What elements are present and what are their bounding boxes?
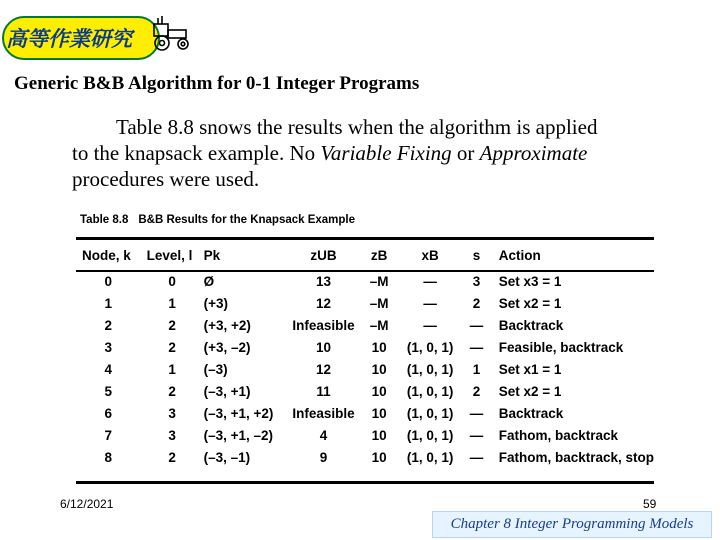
cell-zub: Infeasible xyxy=(292,317,355,333)
cell-level: 1 xyxy=(168,361,176,377)
cell-node: 5 xyxy=(104,383,113,399)
cell-s: — xyxy=(469,317,484,333)
footer-page-number: 59 xyxy=(643,497,657,511)
cell-action: Fathom, backtrack xyxy=(498,427,618,443)
cell-s: — xyxy=(469,449,484,465)
cell-node: 4 xyxy=(104,361,113,377)
cell-xb: (1, 0, 1) xyxy=(406,339,454,355)
cell-pk: (–3) xyxy=(203,361,228,377)
body-em-variable-fixing: Variable Fixing xyxy=(320,141,452,165)
cell-pk: (–3, +1) xyxy=(203,383,251,399)
logo xyxy=(0,14,160,62)
cell-pk: (+3, +2) xyxy=(203,317,251,333)
cell-pk: (+3) xyxy=(203,295,228,311)
header-action: Action xyxy=(498,247,541,263)
cell-xb: (1, 0, 1) xyxy=(406,405,454,421)
cell-zb: –M xyxy=(369,317,389,333)
cell-pk: (–3, –1) xyxy=(203,449,251,465)
header-node: Node, k xyxy=(82,247,131,263)
cell-pk: Ø xyxy=(203,273,215,289)
cell-zub: Infeasible xyxy=(292,405,355,421)
cell-s: 2 xyxy=(472,295,481,311)
table-rule-bottom xyxy=(76,481,654,484)
cell-level: 1 xyxy=(168,295,176,311)
body-line-1: Table 8.8 snows the results when the algorithm is applied xyxy=(116,115,598,139)
body-paragraph xyxy=(72,114,672,192)
cell-zb: 10 xyxy=(371,405,387,421)
table-header-row xyxy=(76,240,654,270)
cell-node: 6 xyxy=(104,405,113,421)
cell-zb: 10 xyxy=(371,427,387,443)
cell-pk: (–3, +1, +2) xyxy=(203,405,274,421)
cell-pk: (–3, +1, –2) xyxy=(203,427,273,443)
cell-zb: 10 xyxy=(371,361,387,377)
cell-node: 2 xyxy=(104,317,113,333)
cell-zb: –M xyxy=(369,273,389,289)
cell-level: 3 xyxy=(168,427,176,443)
cell-s: 2 xyxy=(472,383,481,399)
body-line-2-mid: or xyxy=(451,141,480,165)
tractor-icon xyxy=(150,14,194,54)
header-level: Level, l xyxy=(146,247,193,263)
cell-action: Set x2 = 1 xyxy=(498,383,562,399)
footer-date: 6/12/2021 xyxy=(60,497,114,511)
cell-node: 1 xyxy=(104,295,113,311)
cell-action: Set x1 = 1 xyxy=(498,361,562,377)
cell-s: — xyxy=(469,405,484,421)
cell-xb: (1, 0, 1) xyxy=(406,383,454,399)
cell-xb: (1, 0, 1) xyxy=(406,449,454,465)
cell-zub: 9 xyxy=(319,449,328,465)
header-s: s xyxy=(472,247,481,263)
cell-s: 3 xyxy=(472,273,481,289)
cell-xb: — xyxy=(423,273,437,289)
table-row xyxy=(76,424,654,446)
table-caption xyxy=(80,214,355,226)
cell-zb: 10 xyxy=(371,449,387,465)
header-zub: zUB xyxy=(310,247,337,263)
cell-action: Fathom, backtrack, stop xyxy=(498,449,654,465)
bb-results-table xyxy=(76,240,654,468)
table-row xyxy=(76,292,654,314)
cell-level: 2 xyxy=(168,383,176,399)
cell-xb: — xyxy=(423,317,437,333)
header-pk: Pk xyxy=(203,247,221,263)
table-row xyxy=(76,446,654,468)
cell-action: Set x2 = 1 xyxy=(498,295,562,311)
footer-chapter-title: Chapter 8 Integer Programming Models xyxy=(450,516,694,532)
cell-s: — xyxy=(469,427,484,443)
cell-zb: 10 xyxy=(371,383,387,399)
body-em-approximate: Approximate xyxy=(479,141,588,165)
cell-pk: (+3, –2) xyxy=(203,339,251,355)
cell-level: 2 xyxy=(168,339,176,355)
cell-s: — xyxy=(469,339,484,355)
cell-node: 3 xyxy=(104,339,113,355)
table-row xyxy=(76,380,654,402)
body-line-3: procedures were used. xyxy=(72,167,260,191)
cell-level: 2 xyxy=(168,317,176,333)
table-row xyxy=(76,402,654,424)
cell-s: 1 xyxy=(472,361,481,377)
cell-zub: 11 xyxy=(316,383,331,399)
table-row xyxy=(76,336,654,358)
cell-xb: — xyxy=(423,295,437,311)
table-row xyxy=(76,314,654,336)
cell-level: 3 xyxy=(168,405,176,421)
cell-action: Backtrack xyxy=(498,405,564,421)
cell-zub: 12 xyxy=(315,361,332,377)
footer-chapter-box xyxy=(432,511,712,538)
cell-node: 0 xyxy=(104,273,113,289)
cell-zub: 10 xyxy=(315,339,332,355)
cell-action: Feasible, backtrack xyxy=(498,339,624,355)
table-caption-title: B&B Results for the Knapsack Example xyxy=(138,214,356,226)
cell-xb: (1, 0, 1) xyxy=(406,427,454,443)
cell-level: 0 xyxy=(168,273,176,289)
cell-xb: (1, 0, 1) xyxy=(406,361,454,377)
cell-level: 2 xyxy=(168,449,176,465)
cell-zub: 12 xyxy=(315,295,332,311)
cell-node: 7 xyxy=(104,427,113,443)
cell-zb: 10 xyxy=(371,339,387,355)
slide-title: Generic B&B Algorithm for 0-1 Integer Programs xyxy=(14,73,420,94)
cell-zub: 4 xyxy=(319,427,328,443)
header-xb: xB xyxy=(421,247,439,263)
header-zb: zB xyxy=(370,247,388,263)
logo-text: 高等作業研究 xyxy=(6,26,132,51)
table-row xyxy=(76,358,654,380)
cell-action: Backtrack xyxy=(498,317,564,333)
cell-zb: –M xyxy=(369,295,389,311)
cell-action: Set x3 = 1 xyxy=(498,273,562,289)
body-line-2-pre: to the knapsack example. No xyxy=(72,141,321,165)
cell-zub: 13 xyxy=(315,273,332,289)
table-caption-number: Table 8.8 xyxy=(80,214,129,226)
table-row xyxy=(76,270,654,292)
cell-node: 8 xyxy=(104,449,113,465)
